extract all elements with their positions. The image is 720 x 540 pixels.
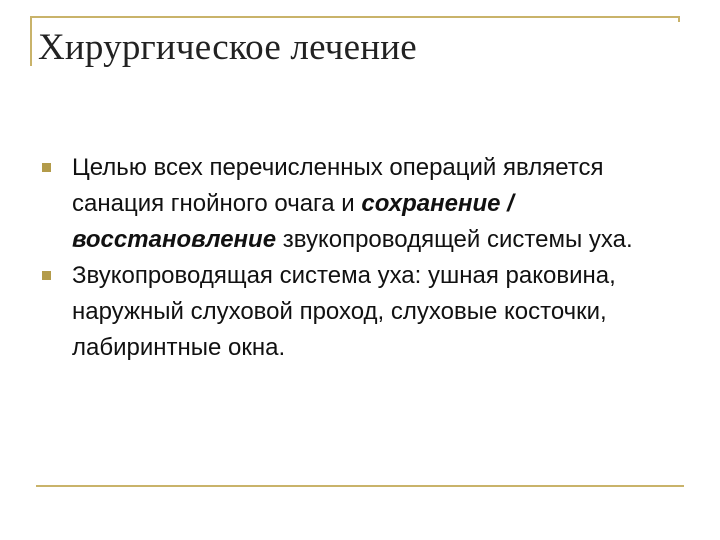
- bullet-text-segment: Звукопроводящая система уха: ушная раковина, наружный слуховой проход, слуховые косточки, лабиринтные окна.: [72, 262, 616, 361]
- bullet-text-segment: звукопроводящей системы уха.: [276, 226, 633, 253]
- footer-divider-line: [36, 485, 684, 487]
- bullet-emphasis-text: сохранение / восстановление: [72, 190, 514, 253]
- square-bullet-icon: [42, 163, 51, 172]
- square-bullet-icon: [42, 271, 51, 280]
- title-frame-right-tick: [678, 16, 680, 22]
- bullet-item: [38, 258, 658, 366]
- title-frame-left-line: [30, 16, 32, 66]
- bullet-list: [38, 150, 658, 366]
- slide-title: Хирургическое лечение: [38, 27, 417, 68]
- title-frame-top-line: [30, 16, 680, 18]
- bullet-text-segment: Целью всех перечисленных операций является санация гнойного очага и: [72, 154, 604, 217]
- bullet-item: [38, 150, 658, 258]
